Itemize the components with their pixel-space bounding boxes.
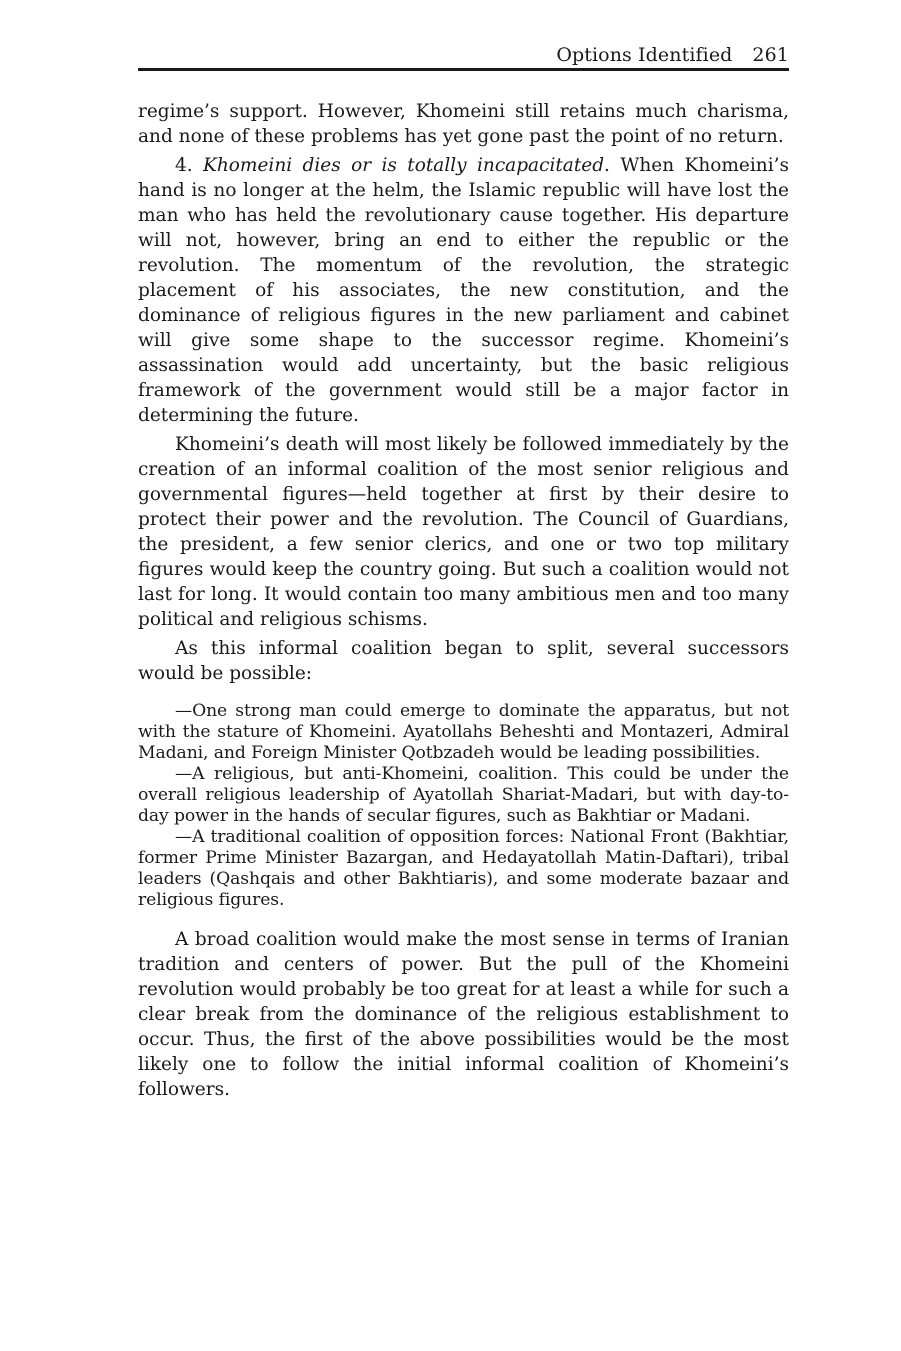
successor-item: —A traditional coalition of opposition forces: National Front (Bakhtiar, former Prime Minister Bazargan, and Hedayatollah Matin-Daftari), tribal leaders (Qashqais and other Bakhtiaris), and some moderate bazaar and religious figures. [138, 827, 789, 910]
paragraph-khomeini-death: Khomeini’s death will most likely be followed immediately by the creation of an informal coalition of the most senior religious and governmental figures—held together at first by their desire to protect their power and the revolution. The Council of Guardians, the president, a few senior clerics, and one or two top military figures would keep the country going. But such a coalition would not last for long. It would contain too many ambitious men and too many political and religious schisms. [138, 434, 789, 630]
option-number: 4. [175, 155, 193, 176]
paragraph-option-4 [138, 153, 789, 428]
successor-item: —One strong man could emerge to dominate the apparatus, but not with the stature of Khomeini. Ayatollahs Beheshti and Montazeri, Admiral Madani, and Foreign Minister Qotbzadeh would be leading possibilities. [138, 701, 789, 763]
running-title: Options Identified [556, 44, 733, 66]
option-text: When Khomeini’s hand is no longer at the helm, the Islamic republic will have lost the man who has held the revolutionary cause together. His departure will not, however, bring an end to either the republic or the revolution. The momentum of the revolution, the strategic placement of his associates, the new constitution, and the dominance of religious figures in the new parliament and cabinet will give some shape to the successor regime. Khomeini’s assassination would add uncertainty, but the basic religious framework of the government would still be a major factor in determining the future. [138, 155, 789, 426]
header-rule [138, 68, 789, 71]
running-header [138, 36, 789, 66]
successor-item: —A religious, but anti-Khomeini, coalition. This could be under the overall religious leadership of Ayatollah Shariat-Madari, but with day-to-day power in the hands of secular figures, such as Bakhtiar or Madani. [138, 764, 789, 826]
page-body [138, 99, 789, 1102]
paragraph-continued: regime’s support. However, Khomeini still retains much charisma, and none of these problems has yet gone past the point of no return. [138, 101, 789, 147]
successor-list [138, 701, 789, 911]
paragraph-successors: As this informal coalition began to split, several successors would be possible: [138, 638, 789, 684]
option-heading: Khomeini dies or is totally incapacitated. [203, 155, 610, 176]
paragraph-conclusion: A broad coalition would make the most sense in terms of Iranian tradition and centers of power. But the pull of the Khomeini revolution would probably be too great for at least a while for such a clear break from the dominance of the religious establishment to occur. Thus, the first of the above possibilities would be the most likely one to follow the initial informal coalition of Khomeini’s followers. [138, 929, 789, 1100]
page-number: 261 [752, 44, 789, 66]
